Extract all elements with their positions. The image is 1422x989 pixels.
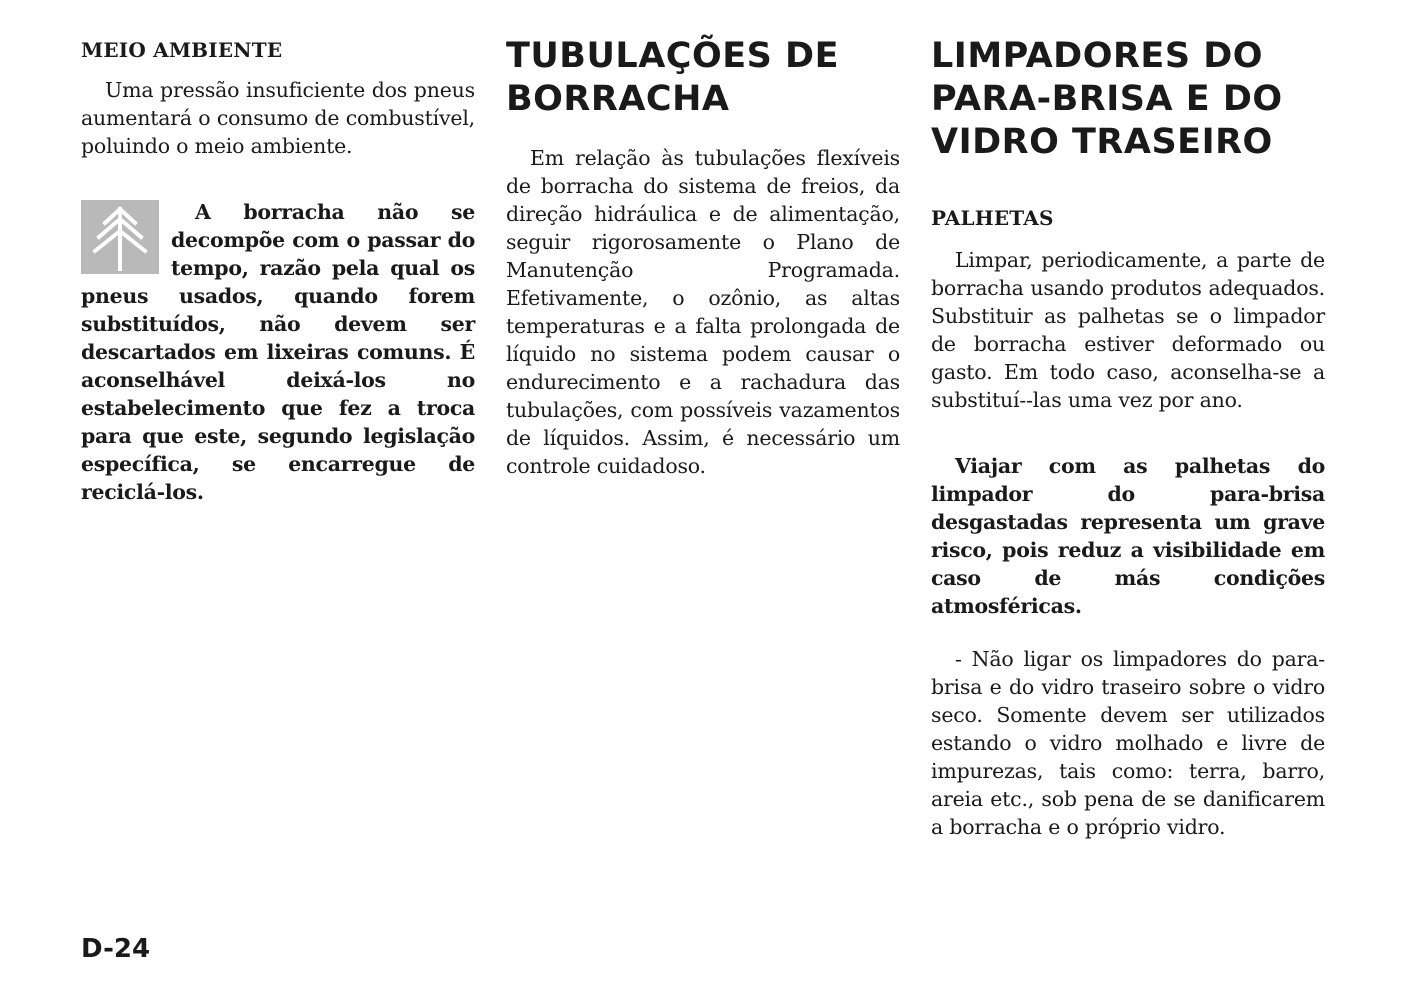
- paragraph-tubulacoes: Em relação às tubulações flexíveis de borracha do sistema de freios, da direção hidráulica e de alimentação, seguir rigorosamente o Plano de Manutenção Programada. Efetivamente, o ozônio, as altas temperaturas e a falta prolongada de líquido no sistema podem causar o endurecimento e a rachadura das tubulações, com possíveis vazamentos de líquidos. Assim, é necessário um controle cuidadoso.: [506, 146, 900, 478]
- section-heading-meio-ambiente: MEIO AMBIENTE: [81, 38, 283, 62]
- paragraph-pressao-pneus: Uma pressão insuficiente dos pneus aumentará o consumo de combustível, poluindo o meio ambiente.: [81, 78, 475, 158]
- paragraph-nao-ligar-limpadores: - Não ligar os limpadores do para-brisa e do vidro traseiro sobre o vidro seco. Somente devem ser utilizados estando o vidro molhado e livre de impurezas, tais como: terra, barro, areia etc., sob pena de se danificarem a borracha e o próprio vidro.: [931, 647, 1325, 839]
- title-line-1: LIMPADORES DO: [931, 36, 1264, 76]
- column-limpadores: [931, 0, 1325, 841]
- subheading-palhetas: PALHETAS: [931, 206, 1054, 230]
- title-line-2: BORRACHA: [506, 79, 730, 119]
- warning-text-reciclagem: A borracha não se decompõe com o passar do tempo, razão pela qual os pneus usados, quando forem substituídos, não devem ser descartados em lixeiras comuns. É aconselhável deixá-los no estabelecimento que fez a troca para que este, segundo legislação específica, se encarregue de reciclá-los.: [81, 200, 475, 504]
- section-title-limpadores: [931, 35, 1325, 164]
- environment-tree-icon: [81, 200, 159, 274]
- page-number: D-24: [81, 934, 151, 964]
- title-line-3: VIDRO TRASEIRO: [931, 122, 1273, 162]
- column-tubulacoes: [506, 0, 900, 480]
- title-line-1: TUBULAÇÕES DE: [506, 36, 839, 76]
- paragraph-limpar-palhetas: Limpar, periodicamente, a parte de borracha usando produtos adequados. Substituir as palhetas se o limpador de borracha estiver deformado ou gasto. Em todo caso, aconselha-se a substituí--las uma vez por ano.: [931, 248, 1325, 412]
- warning-text-palhetas: Viajar com as palhetas do limpador do para-brisa desgastadas representa um grave risco, pois reduz a visibilidade em caso de más condições atmosféricas.: [931, 454, 1325, 618]
- section-title-tubulacoes: [506, 35, 900, 121]
- column-meio-ambiente: [81, 0, 475, 506]
- warning-block-reciclagem: [81, 198, 475, 506]
- title-line-2: PARA-BRISA E DO: [931, 79, 1283, 119]
